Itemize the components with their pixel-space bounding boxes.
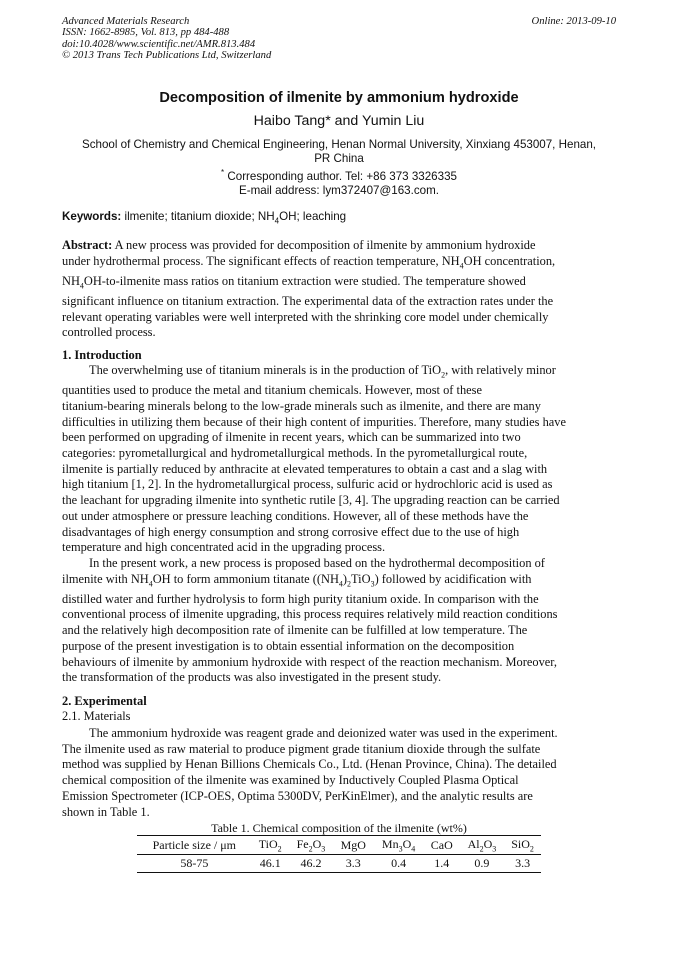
corresponding-author [62, 166, 616, 184]
body-line: shown in Table 1. [62, 804, 150, 819]
subscript: 2 [441, 370, 446, 380]
introduction-body [62, 363, 615, 686]
body-line: been performed on upgrading of ilmenite in recent years, which can be summarized into two [62, 430, 521, 445]
body-line: high titanium [1, 2]. In the hydrometallurgical process, sulfuric acid or hydrochloric acid is used as [62, 477, 553, 492]
body-line: , with relatively minor [445, 363, 556, 377]
body-line: ) [342, 571, 348, 586]
journal-header [62, 16, 271, 62]
subsection-heading-materials: 2.1. Materials [62, 709, 131, 723]
header-text: Al [467, 837, 480, 851]
table-header-cell [137, 836, 252, 855]
table-header-cell [460, 836, 504, 855]
doi-line: doi:10.4028/www.scientific.net/AMR.813.484 [62, 38, 256, 50]
subscript: 4 [411, 844, 416, 854]
subscript: 3 [370, 579, 375, 589]
table-header-row [137, 836, 541, 855]
keywords-label: Keywords: [62, 210, 122, 223]
abstract-line: OH-to-ilmenite mass ratios on titanium extraction were studied. The temperature showed [83, 273, 526, 288]
keywords-text-end: OH; leaching [279, 210, 347, 223]
body-line: the transformation of the products was also investigated in the present study. [62, 670, 442, 685]
abstract-line: NH [62, 273, 80, 288]
keywords [62, 210, 616, 225]
table-cell: 46.2 [300, 856, 322, 871]
header-text: O [312, 837, 322, 851]
subscript: 2 [277, 844, 282, 854]
table-header-cell [504, 836, 541, 855]
body-line: conventional process of ilmenite upgrading, this process requires relatively mild reaction conditions [62, 607, 558, 622]
abstract-line: relevant operating variables were well interpreted with the shrinking core model under chemically [62, 309, 549, 324]
body-line: The ammonium hydroxide was reagent grade and deionized water was used in the experiment. [89, 726, 558, 740]
section-heading-experimental: 2. Experimental [62, 694, 147, 708]
table-row [137, 855, 541, 873]
table-cell: 0.4 [391, 856, 407, 871]
paper-authors: Haibo Tang* and Yumin Liu [253, 113, 425, 129]
abstract-line: OH concentration, [463, 253, 556, 268]
subscript: 4 [148, 579, 153, 589]
header-text: Fe [296, 837, 309, 851]
body-line: disadvantages of high energy consumption and strong corrosive effect due to the use of high [62, 524, 520, 539]
body-line: behaviours of ilmenite by ammonium hydroxide with respect of the reaction mechanism. Moreover, [62, 654, 557, 669]
corresponding-text: Corresponding author. Tel: +86 373 3326335 [224, 170, 457, 184]
body-line: and the relatively high decomposition rate of ilmenite can be fulfilled at low temperature. The [62, 623, 528, 638]
journal-name: Advanced Materials Research [62, 16, 190, 27]
table-cell: 1.4 [434, 856, 450, 871]
body-line: The overwhelming use of titanium minerals is in the production of TiO [89, 363, 442, 377]
body-line: method was supplied by Henan Billions Chemicals Co., Ltd. (Henan Province, China). The detailed [62, 757, 557, 772]
table-cell: 3.3 [345, 856, 361, 871]
abstract-line: under hydrothermal process. The significant effects of reaction temperature, NH [62, 253, 460, 268]
body-line: purpose of the present investigation is to obtain essential information on the decomposition [62, 638, 515, 653]
abstract-line: controlled process. [62, 325, 156, 340]
table-cell: 58-75 [180, 856, 209, 871]
table-cell: 0.9 [474, 856, 490, 871]
body-line: quantities used to produce the metal and titanium chemicals. However, most of these [62, 383, 482, 398]
subscript: 2 [479, 844, 484, 854]
table-caption: Table 1. Chemical composition of the ilmenite (wt%) [211, 821, 467, 835]
table-header-cell [373, 836, 423, 855]
copyright-line: © 2013 Trans Tech Publications Ltd, Switzerland [62, 50, 272, 62]
subscript: 3 [398, 844, 403, 854]
header-text: Particle size / μm [152, 837, 237, 852]
subscript: 4 [459, 261, 464, 271]
header-text: SiO [511, 837, 530, 851]
body-line: out under atmosphere or pressure leaching conditions. However, all of these methods have the [62, 508, 529, 523]
header-text: MgO [340, 837, 366, 852]
abstract-line: significant influence on titanium extraction. The experimental data of the extraction rates under the [62, 294, 554, 309]
body-line: Emission Spectrometer (ICP-OES, Optima 5300DV, PerKinElmer), and the analytic results are [62, 788, 533, 803]
abstract-line: A new process was provided for decomposition of ilmenite by ammonium hydroxide [112, 238, 536, 252]
body-line: temperature and high concentrated acid in the upgrading process. [62, 540, 386, 555]
keywords-subscript: 4 [274, 216, 280, 226]
header-text: O [402, 837, 412, 851]
table-cell: 3.3 [515, 856, 531, 871]
materials-body [62, 726, 615, 820]
abstract [62, 238, 615, 341]
header-text: Mn [381, 837, 399, 851]
body-line: In the present work, a new process is proposed based on the hydrothermal decomposition of [89, 555, 545, 570]
body-line: categories: pyrometallurgical and hydrometallurgical methods. In the pyrometallurgical route, [62, 445, 528, 460]
subscript: 2 [529, 844, 534, 854]
table-header-cell [333, 836, 373, 855]
body-line: the leachant for upgrading ilmenite into synthetic rutile [3, 4]. The upgrading reaction can be carried [62, 493, 560, 508]
body-line: ilmenite with NH [62, 571, 149, 586]
body-line: ) followed by acidification with [374, 571, 532, 586]
corresponding-mark: * [221, 168, 225, 178]
header-text: TiO [258, 837, 278, 851]
composition-table [137, 835, 541, 873]
section-heading-introduction: 1. Introduction [62, 348, 142, 362]
online-date: Online: 2013-09-10 [531, 16, 616, 27]
subscript: 3 [321, 844, 326, 854]
affiliation-line-1: School of Chemistry and Chemical Engineering, Henan Normal University, Xinxiang 453007, Henan, [81, 138, 597, 151]
body-line: distilled water and further hydrolysis to form high purity titanium oxide. In comparison with the [62, 591, 539, 606]
keywords-text: ilmenite; titanium dioxide; NH [121, 210, 275, 223]
subscript: 4 [338, 579, 343, 589]
header-text: O [483, 837, 493, 851]
table-header-cell [252, 836, 289, 855]
affiliation-block [62, 138, 616, 199]
table-header-cell [289, 836, 333, 855]
body-line: TiO [351, 571, 371, 586]
body-line: ilmenite is partially reduced by anthracite at elevated temperatures to obtain a cast and a slag with [62, 461, 548, 476]
body-line: OH to form ammonium titanate ((NH [152, 571, 339, 586]
table-header-cell [424, 836, 460, 855]
body-line: chemical composition of the ilmenite was examined by Inductively Coupled Plasma Optical [62, 773, 519, 788]
subscript: 3 [492, 844, 497, 854]
paper-title: Decomposition of ilmenite by ammonium hydroxide [159, 90, 519, 106]
issn-line: ISSN: 1662-8985, Vol. 813, pp 484-488 [62, 27, 230, 39]
email-address: E-mail address: lym372407@163.com. [239, 184, 439, 198]
subscript: 4 [79, 281, 84, 291]
body-line: The ilmenite used as raw material to produce pigment grade titanium dioxide through the sulfate [62, 741, 541, 756]
body-line: difficulties in utilizing them because of their high content of impurities. Therefore, many studies have [62, 414, 566, 429]
subscript: 2 [308, 844, 313, 854]
header-text: CaO [430, 837, 453, 852]
abstract-label: Abstract: [62, 238, 113, 252]
table-cell: 46.1 [259, 856, 281, 871]
body-line: titanium-bearing minerals belong to the low-grade minerals such as ilmenite, and there are many [62, 398, 541, 413]
affiliation-line-2: PR China [314, 152, 364, 166]
subscript: 2 [347, 579, 352, 589]
